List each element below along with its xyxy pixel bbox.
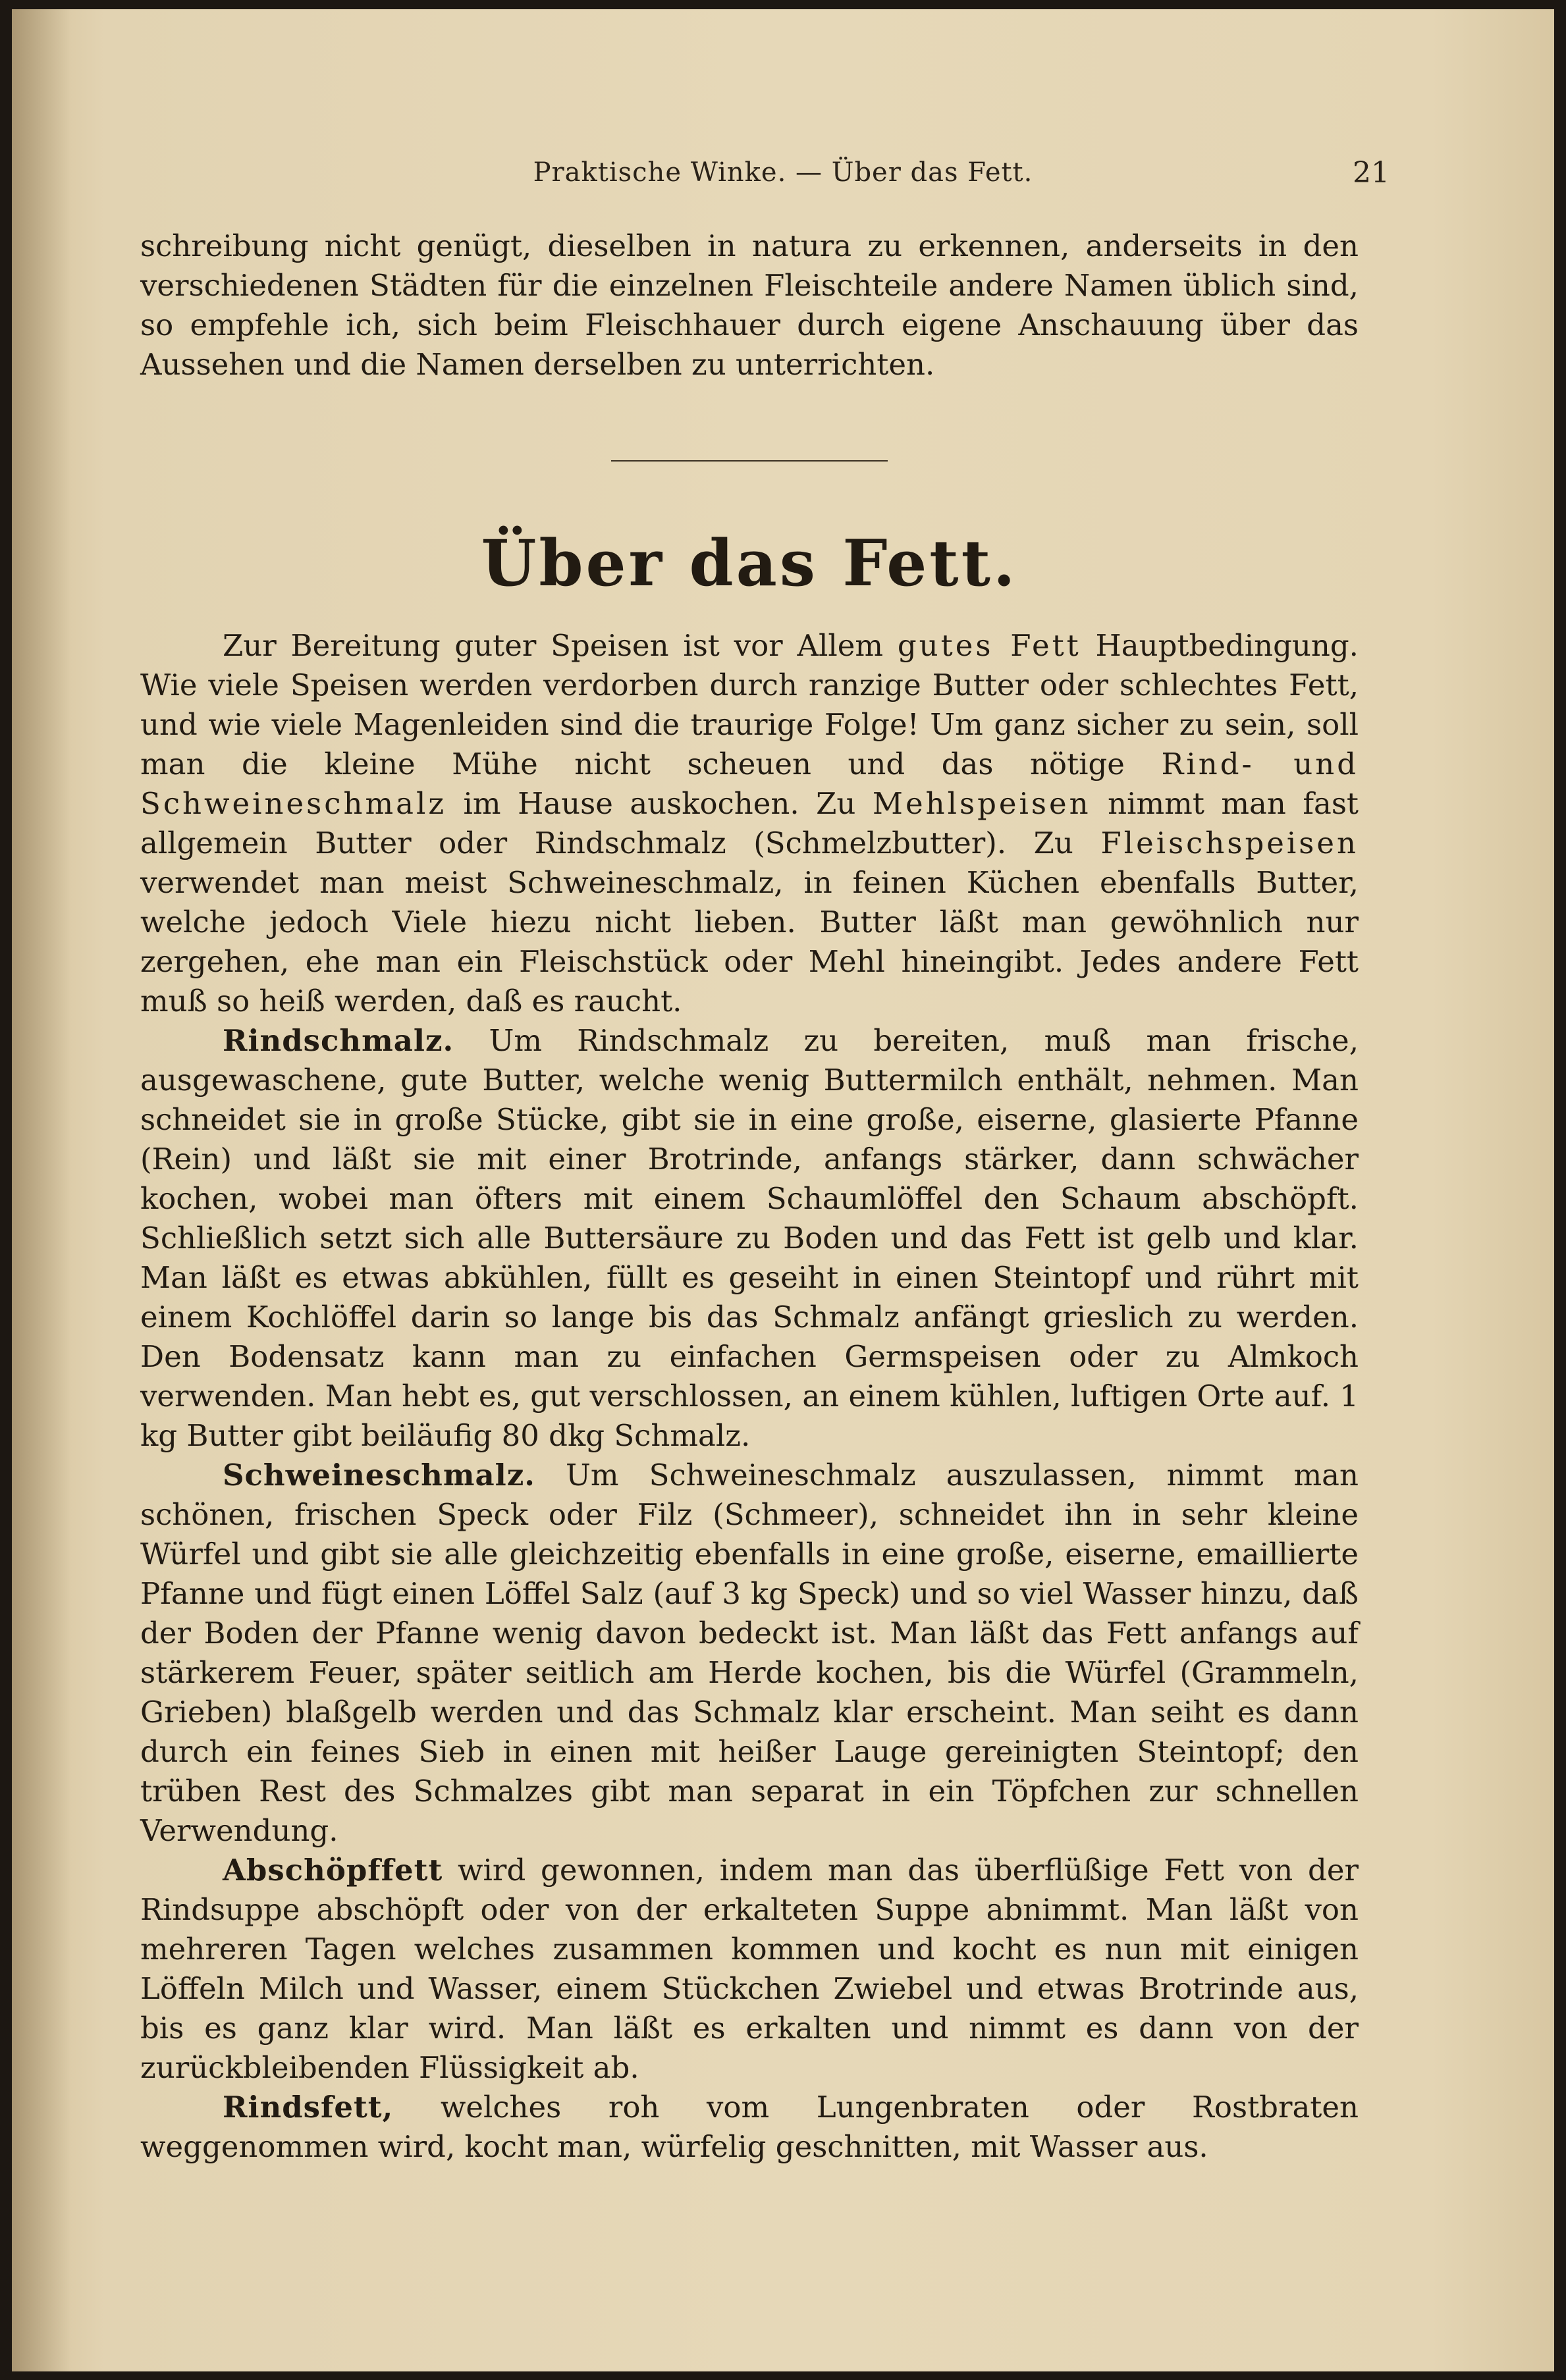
section-divider bbox=[611, 460, 888, 462]
text-run: Zur Bereitung guter Speisen ist vor Allem bbox=[223, 628, 898, 663]
paragraph-fat-intro bbox=[140, 626, 1359, 1021]
intro-paragraph: schreibung nicht genügt, dieselben in natura zu erkennen, anderseits in den verschiedenen Städten für die einzelnen Fleischteile andere Namen üblich sind, so empfehle ich, sich beim Fleischhauer durch eigene Anschauung über das Aussehen und die Namen derselben zu unterrichten. bbox=[140, 228, 1359, 382]
book-page bbox=[12, 9, 1554, 2371]
paragraph-rindschmalz bbox=[140, 1021, 1359, 1456]
paragraph-schweineschmalz bbox=[140, 1456, 1359, 1851]
section-title: Über das Fett. bbox=[481, 526, 1018, 600]
term-rindschmalz: Rindschmalz. bbox=[223, 1023, 454, 1058]
term-schweineschmalz: Schweineschmalz. bbox=[223, 1458, 535, 1493]
text-run: nimmt man fast allgemein Butter oder Rindschmalz (Schmelzbutter). Zu bbox=[140, 786, 1359, 860]
text-run: Um Schweineschmalz auszulassen, nimmt man schönen, frischen Speck oder Filz (Schmeer), schneidet ihn in sehr kleine Würfel und gibt sie alle gleichzeitig ebenfalls in eine große, eiserne, emaillierte Pfanne und fügt einen Löffel Salz (auf 3 kg Speck) und so viel Wasser hinzu, daß der Boden der Pfanne wenig davon bedeckt ist. Man läßt das Fett anfangs auf stärkerem Feuer, später seitlich am Herde kochen, bis die Würfel (Grammeln, Grieben) blaßgelb werden und das Schmalz klar erscheint. Man seiht es dann durch ein feines Sieb in einen mit heißer Lauge gereinigten Steintopf; den trüben Rest des Schmalzes gibt man separat in ein Töpfchen zur schnellen Verwendung. bbox=[140, 1458, 1359, 1848]
page-number: 21 bbox=[1353, 156, 1390, 190]
emphasis-fleischspeisen: Fleischspeisen bbox=[1100, 826, 1359, 860]
text-run: Um Rindschmalz zu bereiten, muß man frische, ausgewaschene, gute Butter, welche wenig Buttermilch enthält, nehmen. Man schneidet sie in große Stücke, gibt sie in eine große, eiserne, glasierte Pfanne (Rein) und läßt sie mit einer Brotrinde, anfangs stärker, dann schwächer kochen, wobei man öfters mit einem Schaumlöffel den Schaum abschöpft. Schließlich setzt sich alle Buttersäure zu Boden und das Fett ist gelb und klar. Man läßt es etwas abkühlen, füllt es geseiht in einen Steintopf und rührt mit einem Kochlöffel darin so lange bis das Schmalz anfängt grieslich zu werden. Den Bodensatz kann man zu einfachen Germspeisen oder zu Almkoch verwenden. Man hebt es, gut verschlossen, an einem kühlen, luftigen Orte auf. 1 kg Butter gibt beiläufig 80 dkg Schmalz. bbox=[140, 1023, 1359, 1453]
paragraph-rindsfett bbox=[140, 2088, 1359, 2167]
term-rindsfett: Rindsfett, bbox=[223, 2090, 394, 2125]
text-run: wird gewonnen, indem man das überflüßige Fett von der Rindsuppe abschöpft oder von der erkalteten Suppe abnimmt. Man läßt von mehreren Tagen welches zusammen kommen und kocht es nun mit einigen Löffeln Milch und Wasser, einem Stückchen Zwiebel und etwas Brotrinde aus, bis es ganz klar wird. Man läßt es erkalten und nimmt es dann von der zurückbleibenden Flüssigkeit ab. bbox=[140, 1853, 1359, 2085]
text-run: im Hause auskochen. Zu bbox=[446, 786, 873, 821]
spine-shadow bbox=[12, 9, 71, 2371]
text-run: Hauptbedingung. Wie viele Speisen werden verdorben durch ranzige Butter oder schlechtes Fett, und wie viele Magenleiden sind die traurige Folge! Um ganz sicher zu sein, soll man die kleine Mühe nicht scheuen und das nötige bbox=[140, 628, 1359, 781]
paragraph-abschoepffett bbox=[140, 1851, 1359, 2088]
page-body bbox=[140, 226, 1359, 2167]
emphasis-schmalz: Rind- und Schweineschmalz bbox=[140, 747, 1359, 821]
emphasis-gutes-fett: gutes Fett bbox=[897, 628, 1081, 663]
page-header bbox=[12, 144, 1554, 197]
running-head: Praktische Winke. — Über das Fett. bbox=[533, 157, 1033, 188]
term-abschoepffett: Abschöpffett bbox=[223, 1853, 443, 1888]
text-run: welches roh vom Lungenbraten oder Rostbraten weggenommen wird, kocht man, würfelig geschnitten, mit Wasser aus. bbox=[140, 2090, 1359, 2164]
text-run: verwendet man meist Schweineschmalz, in feinen Küchen ebenfalls Butter, welche jedoch Viele hiezu nicht lieben. Butter läßt man gewöhnlich nur zergehen, ehe man ein Fleischstück oder Mehl hineingibt. Jedes andere Fett muß so heiß werden, daß es raucht. bbox=[140, 865, 1359, 1018]
emphasis-mehlspeisen: Mehlspeisen bbox=[872, 786, 1091, 821]
